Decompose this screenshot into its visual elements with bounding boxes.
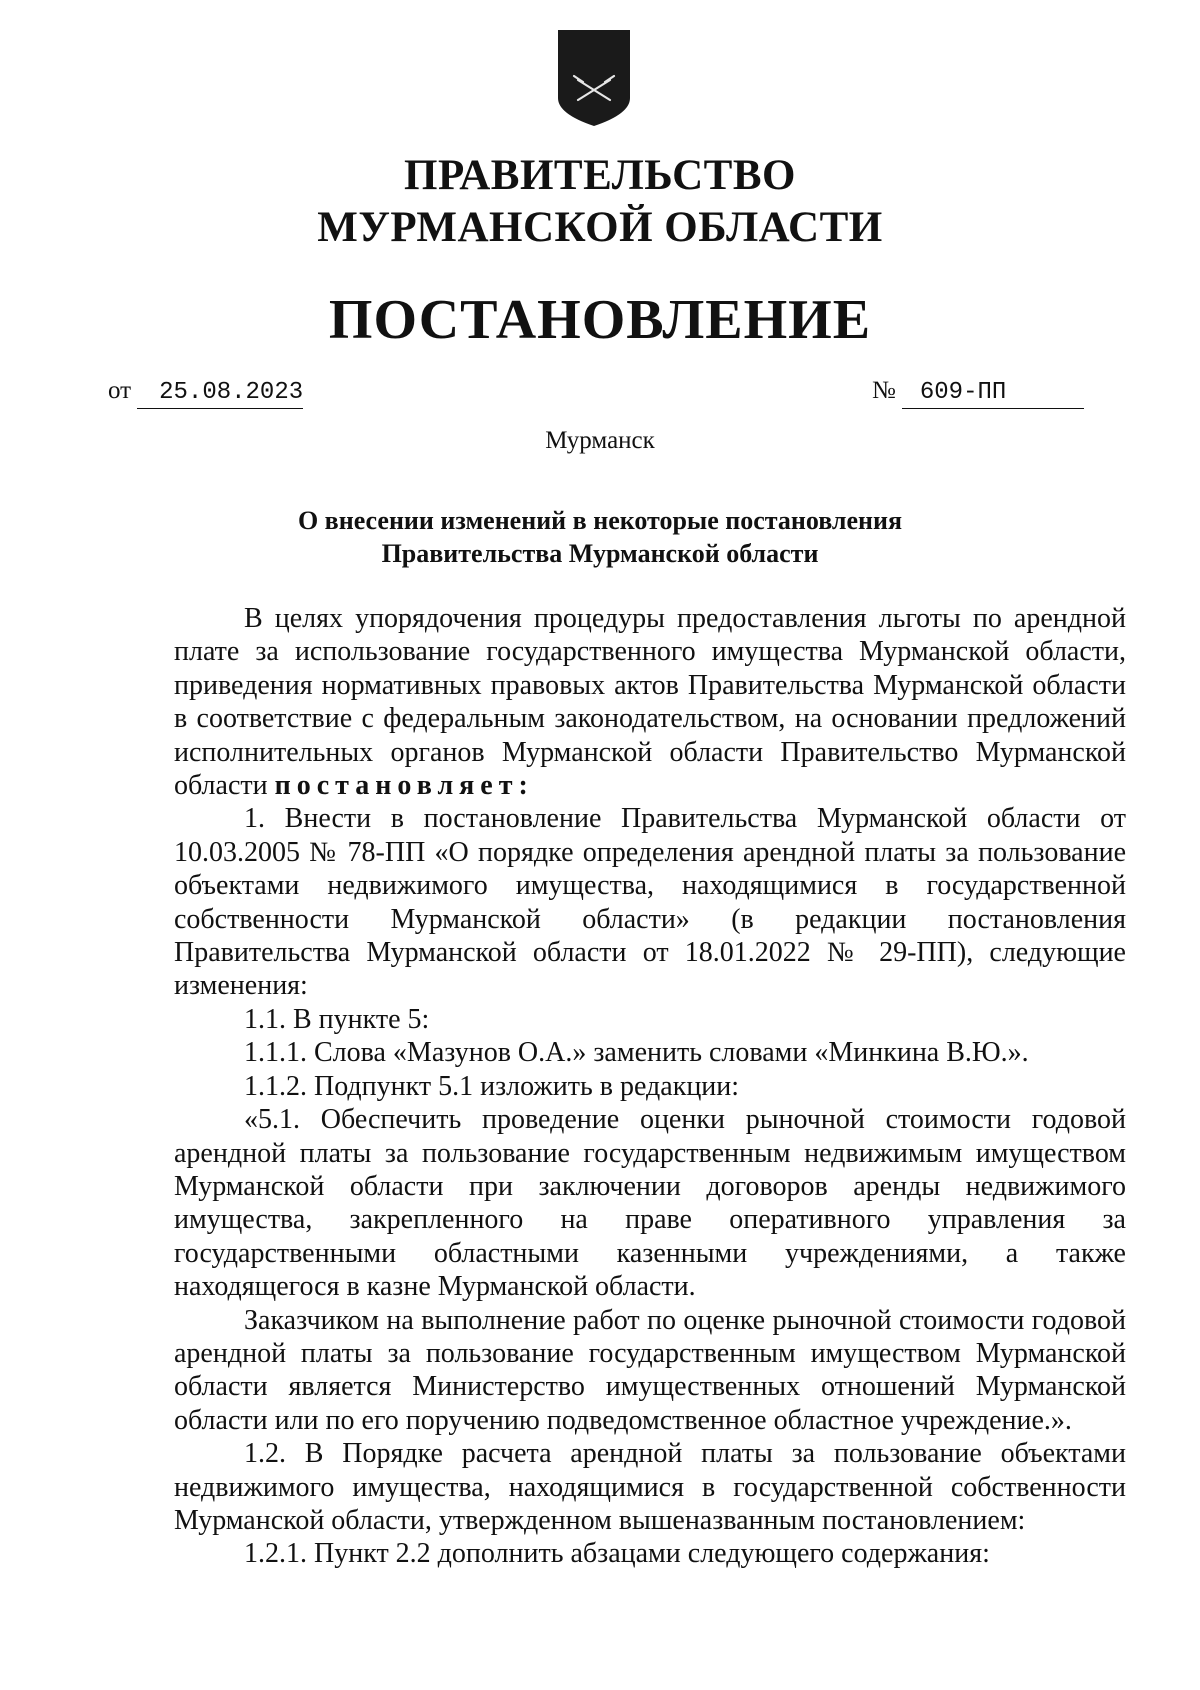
paragraph-customer: Заказчиком на выполнение работ по оценке рыночной стоимости годовой арендной платы за пользование государственным имуществом Мурманской области является Министерство имущественных отношений Мурманской области или по его поручению подведомственное областное учреждение.».	[174, 1304, 1126, 1436]
date-prefix: от	[108, 377, 132, 404]
city-name: Мурманск	[545, 427, 655, 454]
paragraph-item-1-2: 1.2. В Порядке расчета арендной платы за пользование объектами недвижимого имущества, находящимися в государственной собственности Мурманской области, утвержденном вышеназванным постановлением:	[174, 1438, 1126, 1536]
document-title-line1: О внесении изменений в некоторые постановления	[297, 506, 903, 535]
paragraph-quoted-5-1: «5.1. Обеспечить проведение оценки рыночной стоимости годовой арендной платы за пользование государственным недвижимым имуществом Мурманской области при заключении договоров аренды недвижимого имущества, закрепленного на праве оперативного управления за государственными областными казенными учреждениями, а также находящегося в казне Мурманской области.	[174, 1104, 1126, 1303]
number-prefix: №	[872, 377, 896, 404]
paragraph-item-1-2-1: 1.2.1. Пункт 2.2 дополнить абзацами следующего содержания:	[244, 1538, 990, 1570]
document-number	[872, 376, 1084, 409]
paragraph-item-1-1-1: 1.1.1. Слова «Мазунов О.А.» заменить словами «Минкина В.Ю.».	[244, 1037, 1029, 1069]
document-type-heading: ПОСТАНОВЛЕНИЕ	[328, 289, 872, 351]
coat-of-arms-emblem	[556, 28, 632, 128]
preamble-text: В целях упорядочения процедуры предоставления льготы по арендной плате за использование государственного имущества Мурманской области, приведения нормативных правовых актов Правительства Мурманской области в соответствие с федеральным законодательством, на основании предложений исполнительных органов Мурманской области Правительство Мурманской области	[174, 603, 1126, 802]
date-value: 25.08.2023	[137, 378, 303, 409]
paragraph-preamble	[174, 602, 1126, 802]
paragraph-item-1-1: 1.1. В пункте 5:	[244, 1003, 430, 1035]
document-body	[174, 602, 1126, 1571]
document-date	[108, 376, 303, 409]
resolves-keyword: постановляет:	[274, 770, 534, 802]
government-name-line2: МУРМАНСКОЙ ОБЛАСТИ	[317, 204, 883, 251]
government-name-line1: ПРАВИТЕЛЬСТВО	[404, 152, 796, 199]
paragraph-item-1-1-2: 1.1.2. Подпункт 5.1 изложить в редакции:	[244, 1070, 740, 1102]
number-value: 609-ПП	[902, 378, 1084, 409]
paragraph-item-1: 1. Внести в постановление Правительства Мурманской области от 10.03.2005 № 78-ПП «О порядке определения арендной платы за пользование объектами недвижимого имущества, находящимися в государственной собственности Мурманской области» (в редакции постановления Правительства Мурманской области от 18.01.2022 № 29-ПП), следующие изменения:	[174, 803, 1126, 1002]
document-title-line2: Правительства Мурманской области	[381, 539, 819, 568]
